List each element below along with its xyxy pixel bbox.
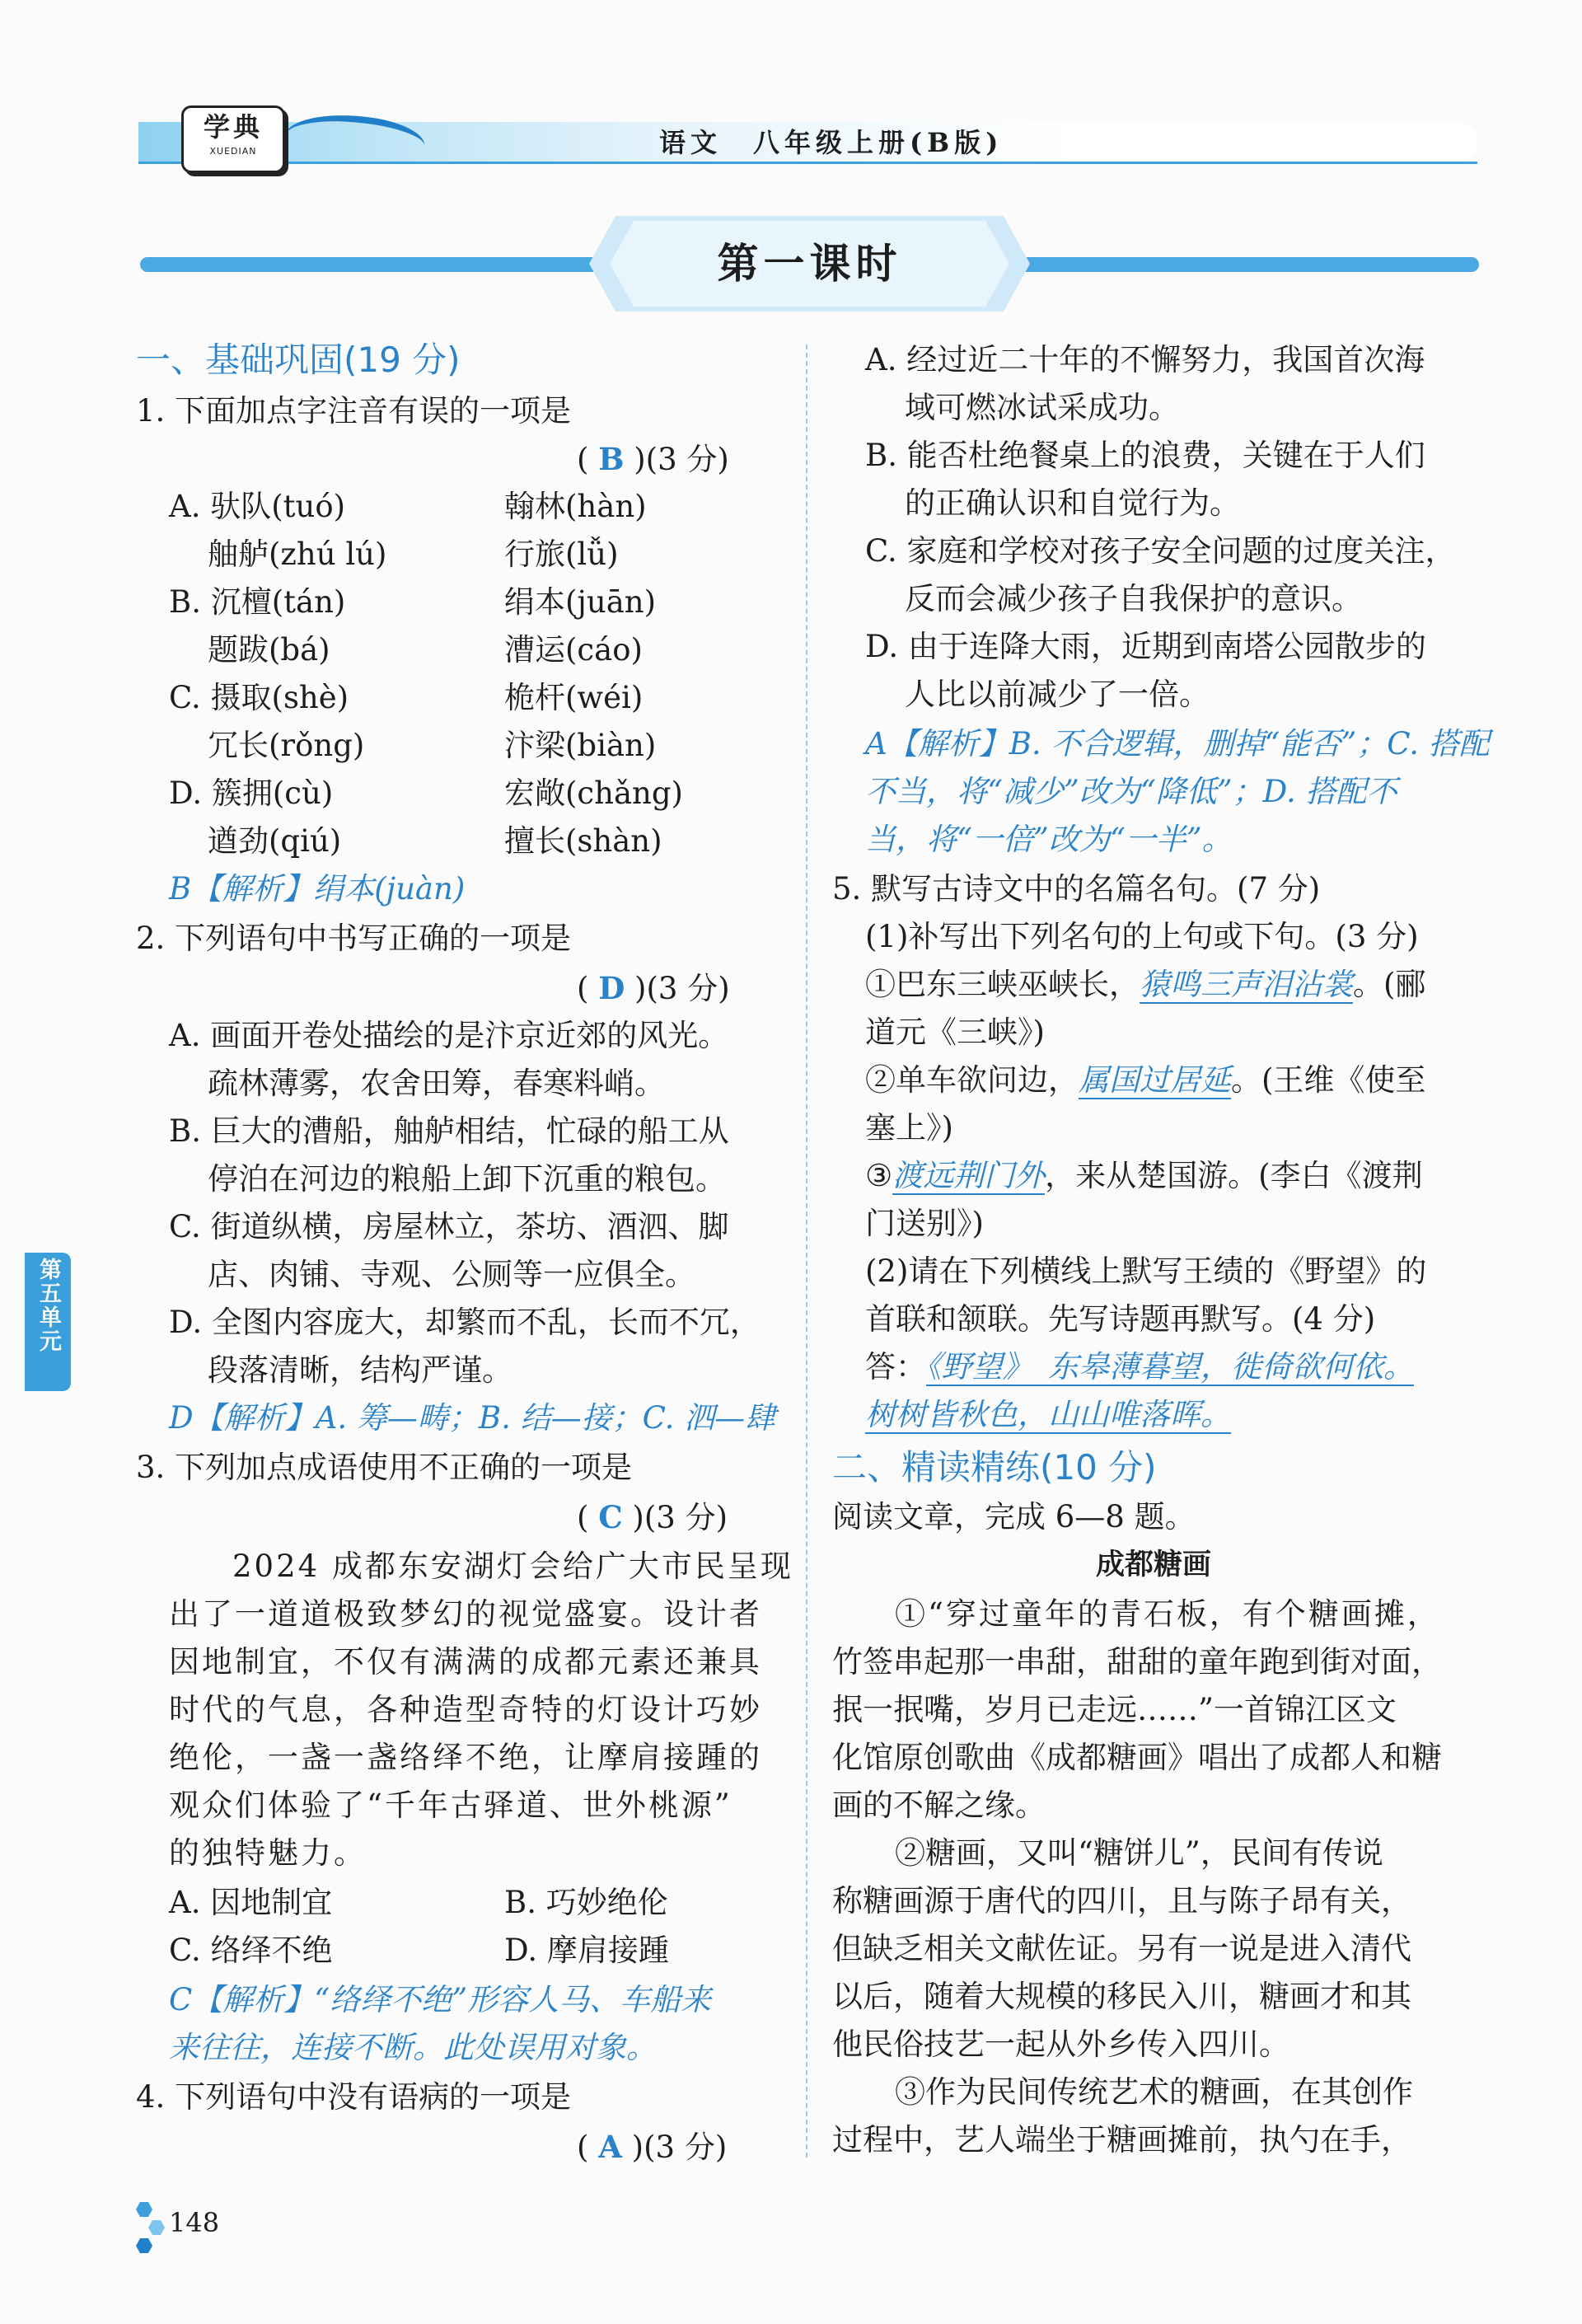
q3-passage-line: 出了一道道极致梦幻的视觉盛宴。设计者 — [169, 1596, 762, 1632]
q1-option-d4: 擅长(shàn) — [504, 823, 662, 859]
q1-option-d2: 宏敞(chǎng) — [504, 775, 683, 811]
q1-option-b2: 绢本(juān) — [504, 584, 657, 620]
q3-explanation: 来往往，连接不断。此处误用对象。 — [169, 2030, 657, 2065]
q3-option-d: D. 摩肩接踵 — [504, 1933, 669, 1968]
q5-part-1: (1)补写出下列名句的上句或下句。(3 分) — [865, 919, 1419, 954]
paren-open: ( — [577, 971, 599, 1006]
q1-option-d3: 遒劲(qiú) — [208, 823, 342, 859]
q4-line: 的正确认识和自觉行为。 — [905, 485, 1240, 521]
q1-option-c2: 桅杆(wéi) — [504, 680, 644, 715]
answer-slot-2 — [577, 964, 730, 1013]
q4-explanation: 当，将“一倍”改为“一半”。 — [865, 822, 1233, 857]
q5-b-source-cont: 塞上》) — [865, 1110, 953, 1146]
q5-item-c — [865, 1152, 1423, 1200]
q4-line: 人比以前减少了一倍。 — [905, 677, 1210, 712]
question-3: 3. 下列加点成语使用不正确的一项是 — [136, 1450, 633, 1485]
score-4: )(3 分) — [621, 2130, 728, 2165]
q2-line: D. 全图内容庞大，却繁而不乱，长而不冗， — [169, 1305, 761, 1340]
article-line: 他民俗技艺一起从外乡传入四川。 — [832, 2026, 1289, 2062]
q4-line: C. 家庭和学校对孩子安全问题的过度关注， — [865, 533, 1456, 569]
publisher-logo — [181, 105, 285, 173]
score-3: )(3 分) — [622, 1500, 728, 1535]
article-line: 过程中，艺人端坐于糖画摊前，执勺在手， — [832, 2122, 1411, 2158]
q2-line: A. 画面开卷处描绘的是汴京近郊的风光。 — [169, 1018, 729, 1053]
article-line: 竹签串起那一串甜，甜甜的童年跑到街对面， — [832, 1644, 1442, 1680]
q2-line: B. 巨大的漕船，舳舻相结，忙碌的船工从 — [169, 1113, 729, 1149]
hexagon-decoration — [148, 2220, 165, 2235]
q5-poem-line-1: 《野望》 东皋薄暮望，徙倚欲何依。 — [926, 1349, 1414, 1385]
article-line: ①“穿过童年的青石板，有个糖画摊， — [895, 1596, 1440, 1632]
q3-passage-line: 2024 成都东安湖灯会给广大市民呈现 — [232, 1549, 793, 1584]
q4-line: D. 由于连降大雨，近期到南塔公园散步的 — [865, 629, 1426, 664]
q4-explanation: 不当，将“减少”改为“降低”；D. 搭配不 — [865, 774, 1397, 809]
q5-part-2: (2)请在下列横线上默写王绩的《野望》的 — [865, 1253, 1427, 1289]
q1-option-a1: A. 驮队(tuó) — [169, 489, 346, 524]
score-2: )(3 分) — [625, 971, 730, 1006]
q1-option-c4: 汴梁(biàn) — [504, 728, 657, 763]
unit-side-tab-label: 第五单元 — [35, 1258, 61, 1353]
q5-a-source: 。(郦 — [1353, 967, 1426, 1002]
q5-a-source-cont: 道元《三峡》) — [865, 1014, 1045, 1050]
article-line: 抿一抿嘴，岁月已走远……”一首锦江区文 — [832, 1692, 1397, 1727]
q4-line: 反而会减少孩子自我保护的意识。 — [905, 581, 1362, 616]
q5-b-answer: 属国过居延 — [1079, 1062, 1231, 1098]
q3-passage-line: 观众们体验了“千年古驿道、世外桃源” — [169, 1788, 732, 1823]
q5-a-answer: 猿鸣三声泪沾裳 — [1140, 967, 1353, 1002]
q3-passage-line: 时代的气息，各种造型奇特的灯设计巧妙 — [169, 1692, 762, 1727]
q5-c-answer: 渡远荆门外 — [892, 1158, 1046, 1193]
q4-line: B. 能否杜绝餐桌上的浪费，关键在于人们 — [865, 438, 1425, 473]
article-line: 但缺乏相关文献佐证。另有一说是进入清代 — [832, 1931, 1411, 1966]
answer-3: C — [598, 1499, 623, 1535]
page-number: 148 — [169, 2207, 220, 2238]
hexagon-decoration — [136, 2202, 152, 2217]
q3-option-c: C. 络绎不绝 — [169, 1933, 333, 1968]
reading-instruction: 阅读文章，完成 6—8 题。 — [832, 1499, 1196, 1534]
q3-option-b: B. 巧妙绝伦 — [504, 1885, 668, 1920]
answer-4: A — [598, 2129, 622, 2165]
q3-explanation: C【解析】“络绎不绝”形容人马、车船来 — [169, 1982, 712, 2017]
q1-option-b1: B. 沉檀(tán) — [169, 584, 346, 620]
unit-side-tab — [25, 1253, 71, 1391]
answer-2: D — [598, 970, 625, 1006]
q3-passage-line: 绝伦，一盏一盏络绎不绝，让摩肩接踵的 — [169, 1740, 762, 1775]
q1-option-a2: 翰林(hàn) — [504, 489, 647, 524]
q1-option-c1: C. 摄取(shè) — [169, 680, 349, 715]
article-line: ②糖画，又叫“糖饼儿”，民间有传说 — [895, 1835, 1383, 1871]
question-4: 4. 下列语句中没有语病的一项是 — [136, 2079, 572, 2115]
q1-option-a4: 行旅(lǚ) — [504, 536, 619, 572]
q4-line: 域可燃冰试采成功。 — [905, 390, 1179, 425]
q1-option-b4: 漕运(cáo) — [504, 632, 643, 668]
answer-slot-3 — [577, 1493, 728, 1542]
q5-part-2-answer-cont — [865, 1391, 1231, 1439]
article-title: 成都糖画 — [1095, 1549, 1211, 1581]
q4-explanation: A【解析】B. 不合逻辑，删掉“能否”；C. 搭配 — [865, 726, 1490, 761]
q2-line: 停泊在河边的粮船上卸下沉重的粮包。 — [208, 1161, 726, 1197]
question-1: 1. 下面加点字注音有误的一项是 — [136, 393, 572, 429]
q5-poem-line-2: 树树皆秋色，山山唯落晖。 — [865, 1397, 1231, 1432]
q2-line: C. 街道纵横，房屋林立，茶坊、酒泗、脚 — [169, 1209, 729, 1244]
logo-english: XUEDIAN — [209, 146, 257, 157]
q5-c-source-cont: 门送别》) — [865, 1206, 984, 1241]
q5-item-a — [865, 961, 1425, 1009]
q5-c-source: ，来从楚国游。(李白《渡荆 — [1045, 1158, 1423, 1193]
article-line: ③作为民间传统艺术的糖画，在其创作 — [895, 2074, 1413, 2110]
paren-open: ( — [577, 2130, 599, 2165]
q5-b-source: 。(王维《使至 — [1231, 1062, 1426, 1098]
answer-label: 答： — [865, 1349, 926, 1385]
question-2: 2. 下列语句中书写正确的一项是 — [136, 921, 572, 956]
lesson-title: 第一课时 — [717, 240, 902, 288]
answer-1: B — [598, 441, 625, 477]
q1-explanation: B【解析】绢本(juàn) — [169, 871, 466, 907]
q1-option-c3: 冗长(rǒng) — [208, 728, 365, 763]
section-heading-1: 一、基础巩固(19 分) — [136, 340, 461, 380]
answer-slot-1 — [577, 435, 729, 484]
q5-b-prompt: ②单车欲问边， — [865, 1062, 1079, 1098]
article-line: 化馆原创歌曲《成都糖画》唱出了成都人和糖 — [832, 1740, 1442, 1775]
article-line: 画的不解之缘。 — [832, 1788, 1046, 1823]
book-title: 语文 八年级上册(B版) — [659, 127, 1004, 158]
column-divider — [806, 344, 807, 2158]
q5-a-prompt: ①巴东三峡巫峡长， — [865, 967, 1140, 1002]
q1-option-d1: D. 簇拥(cù) — [169, 775, 334, 811]
q5-c-prompt: ③ — [865, 1158, 893, 1193]
q2-line: 段落清晰，结构严谨。 — [208, 1352, 513, 1388]
q4-line: A. 经过近二十年的不懈努力，我国首次海 — [865, 342, 1425, 377]
article-line: 称糖画源于唐代的四川，且与陈子昂有关， — [832, 1883, 1411, 1919]
header-swoosh — [281, 105, 427, 176]
q5-item-b — [865, 1057, 1425, 1104]
logo-chinese: 学典 — [203, 111, 263, 143]
q3-passage-line: 的独特魅力。 — [169, 1835, 367, 1871]
q5-part-2-answer — [865, 1343, 1414, 1391]
q5-part-2-cont: 首联和颔联。先写诗题再默写。(4 分) — [865, 1301, 1376, 1337]
q1-option-a3: 舳舻(zhú lú) — [208, 536, 387, 572]
q2-line: 疏林薄雾，农舍田筹，春寒料峭。 — [208, 1066, 665, 1101]
score-1: )(3 分) — [624, 442, 729, 477]
paren-open: ( — [577, 1500, 599, 1535]
q3-passage-line: 因地制宜，不仅有满满的成都元素还兼具 — [169, 1644, 762, 1680]
q3-option-a: A. 因地制宜 — [169, 1885, 333, 1920]
paren-open: ( — [577, 442, 599, 477]
q2-line: 店、肉铺、寺观、公厕等一应俱全。 — [208, 1257, 695, 1292]
answer-slot-4 — [577, 2123, 727, 2172]
q2-explanation: D【解析】A. 筹—畴；B. 结—接；C. 泗—肆 — [169, 1400, 776, 1436]
q1-option-b3: 题跋(bá) — [208, 632, 330, 668]
article-line: 以后，随着大规模的移民入川，糖画才和其 — [832, 1979, 1411, 2014]
section-heading-2: 二、精读精练(10 分) — [832, 1447, 1157, 1488]
hexagon-decoration — [136, 2238, 152, 2253]
question-5: 5. 默写古诗文中的名篇名句。(7 分) — [832, 871, 1321, 907]
